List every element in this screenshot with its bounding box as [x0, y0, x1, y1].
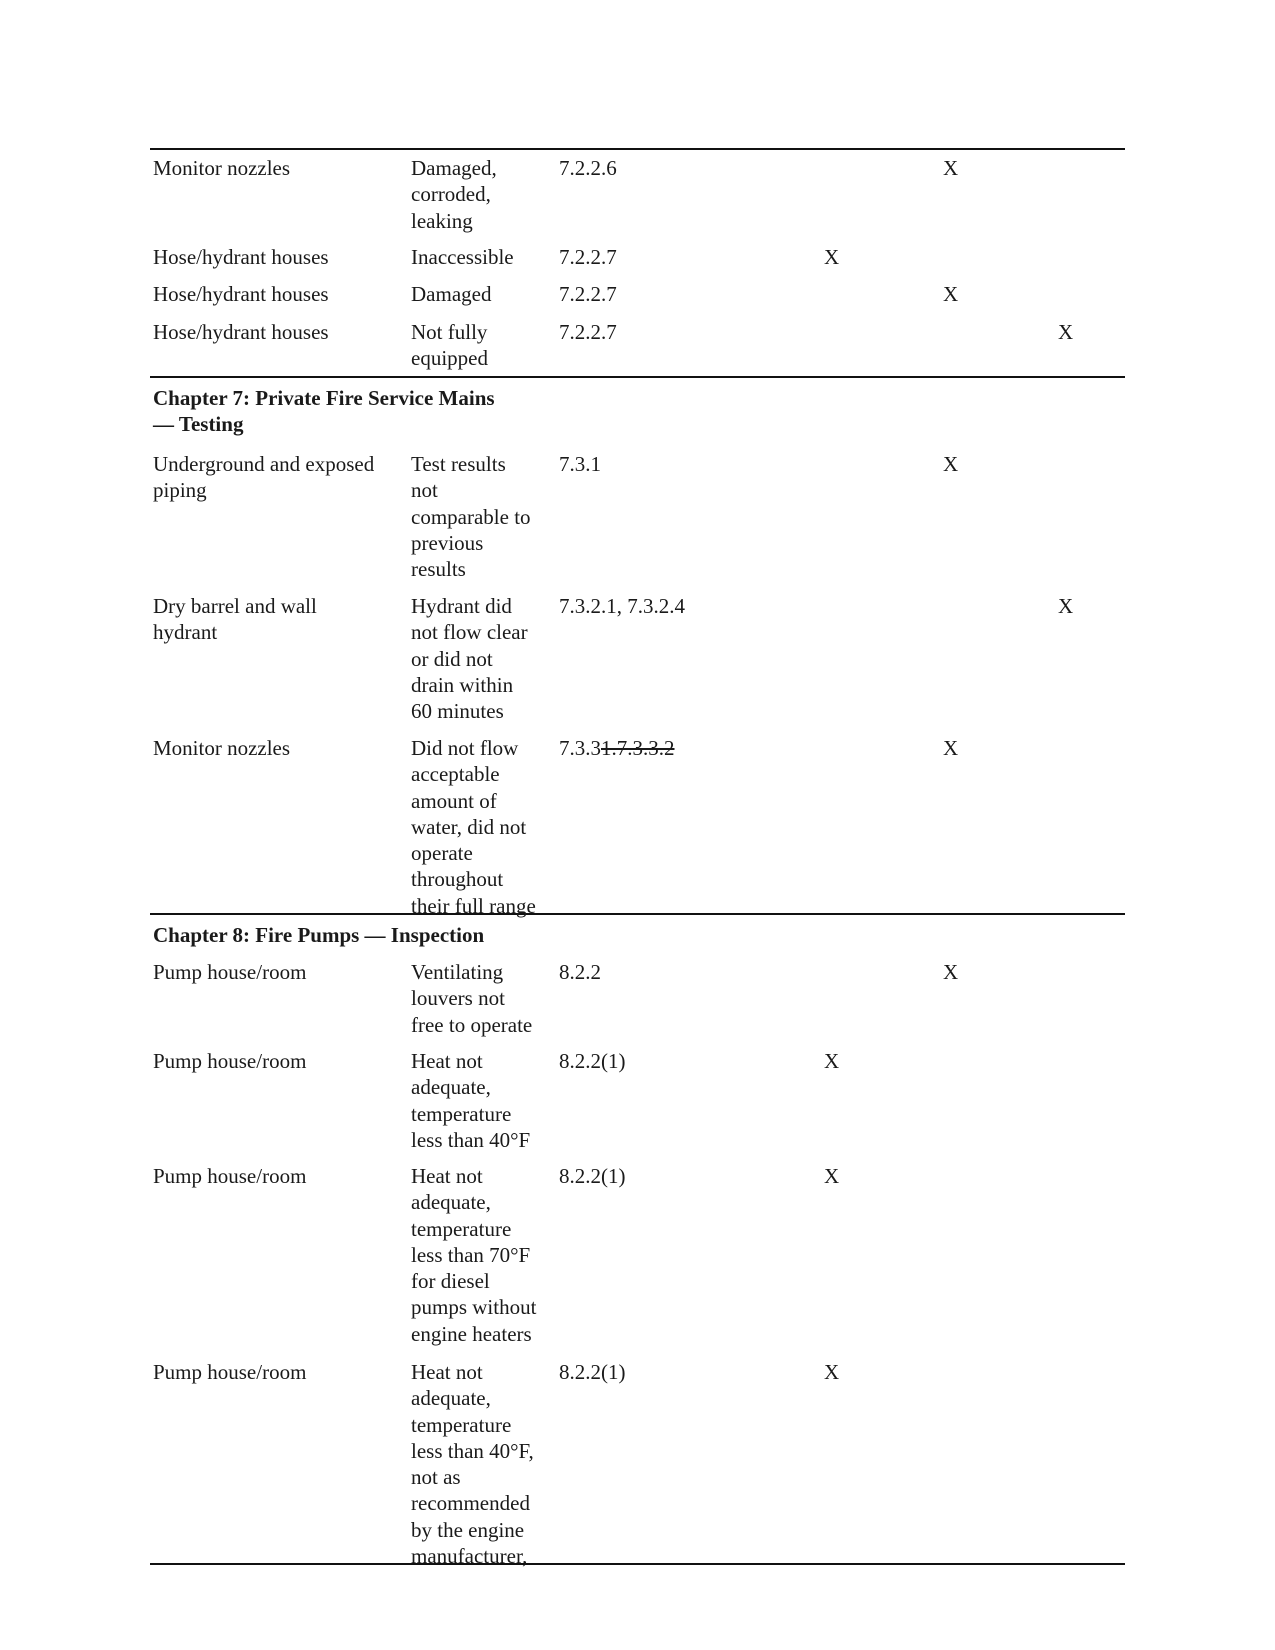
- classification-mark: X: [943, 156, 959, 180]
- condition-cell: Not fully equipped: [411, 320, 488, 371]
- classification-mark: X: [824, 1164, 840, 1188]
- condition-cell: Did not flow acceptable amount of water, did not operate throughout their full range: [411, 736, 536, 918]
- item-cell: Hose/hydrant houses: [153, 320, 329, 344]
- reference-cell: 8.2.2(1): [559, 1360, 626, 1384]
- reference-cell: 8.2.2(1): [559, 1164, 626, 1188]
- classification-mark: X: [824, 1049, 840, 1073]
- reference-cell: 8.2.2: [559, 960, 601, 984]
- item-cell: Pump house/room: [153, 960, 307, 984]
- item-cell: Pump house/room: [153, 1360, 307, 1384]
- condition-cell: Damaged, corroded, leaking: [411, 156, 497, 233]
- condition-cell: Hydrant did not flow clear or did not drain within 60 minutes: [411, 594, 528, 724]
- classification-mark: X: [1058, 320, 1074, 344]
- condition-cell: Damaged: [411, 282, 492, 306]
- item-cell: Pump house/room: [153, 1049, 307, 1073]
- item-cell: Hose/hydrant houses: [153, 245, 329, 269]
- table-bottom-rule: [150, 1563, 1125, 1565]
- reference-cell: 7.2.2.7: [559, 282, 617, 306]
- section-divider-rule: [150, 376, 1125, 378]
- classification-mark: X: [943, 452, 959, 476]
- item-cell: Pump house/room: [153, 1164, 307, 1188]
- classification-mark: X: [943, 282, 959, 306]
- reference-cell: 7.2.2.6: [559, 156, 617, 180]
- reference-cell: 7.2.2.7: [559, 245, 617, 269]
- classification-mark: X: [943, 960, 959, 984]
- condition-cell: Inaccessible: [411, 245, 514, 269]
- condition-cell: Test results not comparable to previous results: [411, 452, 531, 582]
- classification-mark: X: [824, 1360, 840, 1384]
- classification-mark: X: [943, 736, 959, 760]
- item-cell: Hose/hydrant houses: [153, 282, 329, 306]
- chapter-heading: Chapter 8: Fire Pumps — Inspection: [153, 923, 485, 947]
- table-top-rule: [150, 148, 1125, 150]
- item-cell: Monitor nozzles: [153, 156, 291, 180]
- reference-cell: 7.3.1: [559, 452, 601, 476]
- chapter-heading: Chapter 7: Private Fire Service Mains — Testing: [153, 386, 495, 437]
- condition-cell: Ventilating louvers not free to operate: [411, 960, 533, 1037]
- classification-mark: X: [824, 245, 840, 269]
- reference-cell: 7.3.2.1, 7.3.2.4: [559, 594, 685, 618]
- item-cell: Dry barrel and wall hydrant: [153, 594, 317, 645]
- classification-mark: X: [1058, 594, 1074, 618]
- condition-cell: Heat not adequate, temperature less than 40°F, not as recommended by the engine manufacturer,: [411, 1360, 534, 1569]
- item-cell: Monitor nozzles: [153, 736, 291, 760]
- reference-cell: 8.2.2(1): [559, 1049, 626, 1073]
- section-divider-rule: [150, 913, 1125, 915]
- item-cell: Underground and exposed piping: [153, 452, 375, 503]
- condition-cell: Heat not adequate, temperature less than 70°F for diesel pumps without engine heaters: [411, 1164, 537, 1346]
- deleted-reference-text: 1.7.3.3.2: [601, 736, 675, 760]
- reference-cell: 7.2.2.7: [559, 320, 617, 344]
- condition-cell: Heat not adequate, temperature less than 40°F: [411, 1049, 531, 1152]
- reference-cell: 7.3.31.7.3.3.2: [559, 736, 675, 760]
